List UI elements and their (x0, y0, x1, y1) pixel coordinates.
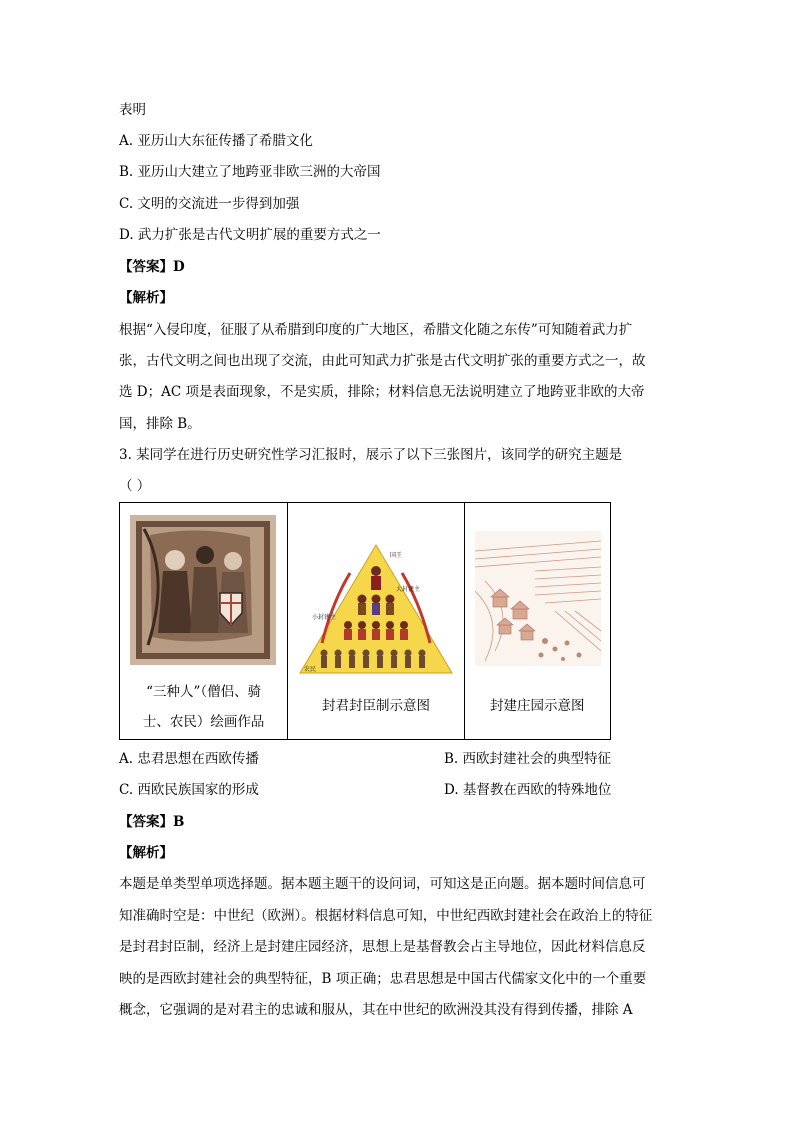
analysis-text: 映的是西欧封建社会的典型特征，B 项正确；忠君思想是中国古代儒家文化中的一个重要 (119, 971, 647, 987)
analysis-text: 知准确时空是：中世纪（欧洲）。根据材料信息可知，中世纪西欧封建社会在政治上的特征 (119, 908, 653, 924)
option-d: D. 武力扩张是古代文明扩展的重要方式之一 (119, 227, 381, 243)
figure-caption: 封建庄园示意图 (490, 698, 585, 714)
option-c: C. 文明的交流进一步得到加强 (119, 196, 300, 212)
manor-illustration (475, 531, 601, 666)
figure-table (119, 502, 611, 740)
pyramid-label-peasant: 农民 (304, 666, 317, 673)
option-b: B. 西欧封建社会的典型特征 (444, 751, 612, 767)
analysis-text: 国，排除 B。 (119, 416, 201, 432)
analysis-text: 张，古代文明之间也出现了交流，由此可知武力扩张是古代文明扩张的重要方式之一，故 (119, 353, 646, 369)
analysis-text: 根据“入侵印度，征服了从希腊到印度的广大地区，希腊文化随之东传”可知随着武力扩 (119, 322, 633, 338)
analysis-label: 【解析】 (119, 845, 173, 861)
option-c: C. 西欧民族国家的形成 (119, 782, 259, 798)
analysis-text: 本题是单类型单项选择题。据本题主题干的设问词，可知这是正向题。据本题时间信息可 (119, 876, 646, 892)
pyramid-label-big-lord: 大封建主 (396, 586, 421, 593)
answer-label: 【答案】D (119, 259, 185, 275)
analysis-label: 【解析】 (119, 290, 173, 306)
option-a: A. 亚历山大东征传播了希腊文化 (119, 133, 313, 149)
vassalage-pyramid-diagram (292, 543, 460, 678)
analysis-text: 选 D；AC 项是表面现象，不是实质，排除；材料信息无法说明建立了地跨亚非欧的大帝 (119, 384, 645, 400)
question-stem: 3. 某同学在进行历史研究性学习汇报时，展示了以下三张图片，该同学的研究主题是 (119, 447, 623, 463)
pyramid-label-king: 国王 (390, 552, 403, 559)
answer-label: 【答案】B (119, 814, 185, 830)
analysis-text: 是封君封臣制，经济上是封建庄园经济，思想上是基督教会占主导地位，因此材料信息反 (119, 939, 646, 955)
text-line: 表明 (119, 102, 146, 118)
option-b: B. 亚历山大建立了地跨亚非欧三洲的大帝国 (119, 164, 381, 180)
three-estates-painting (130, 515, 276, 665)
figure-caption: 士、农民）绘画作品 (142, 714, 265, 730)
analysis-text: 概念，它强调的是对君主的忠诚和服从，其在中世纪的欧洲没其没有得到传播，排除 A (119, 1002, 633, 1018)
figure-caption: 封君封臣制示意图 (321, 698, 430, 714)
option-d: D. 基督教在西欧的特殊地位 (444, 782, 612, 798)
figure-cell-vassalage (288, 503, 464, 740)
pyramid-label-small-lord: 小封建主 (312, 614, 337, 621)
option-a: A. 忠君思想在西欧传播 (119, 751, 259, 767)
question-stem-blank: （ ） (119, 478, 151, 494)
figure-cell-three-estates (120, 503, 288, 740)
figure-caption: “三种人”（僧侣、骑 (146, 684, 262, 700)
figure-cell-manor (464, 503, 610, 740)
